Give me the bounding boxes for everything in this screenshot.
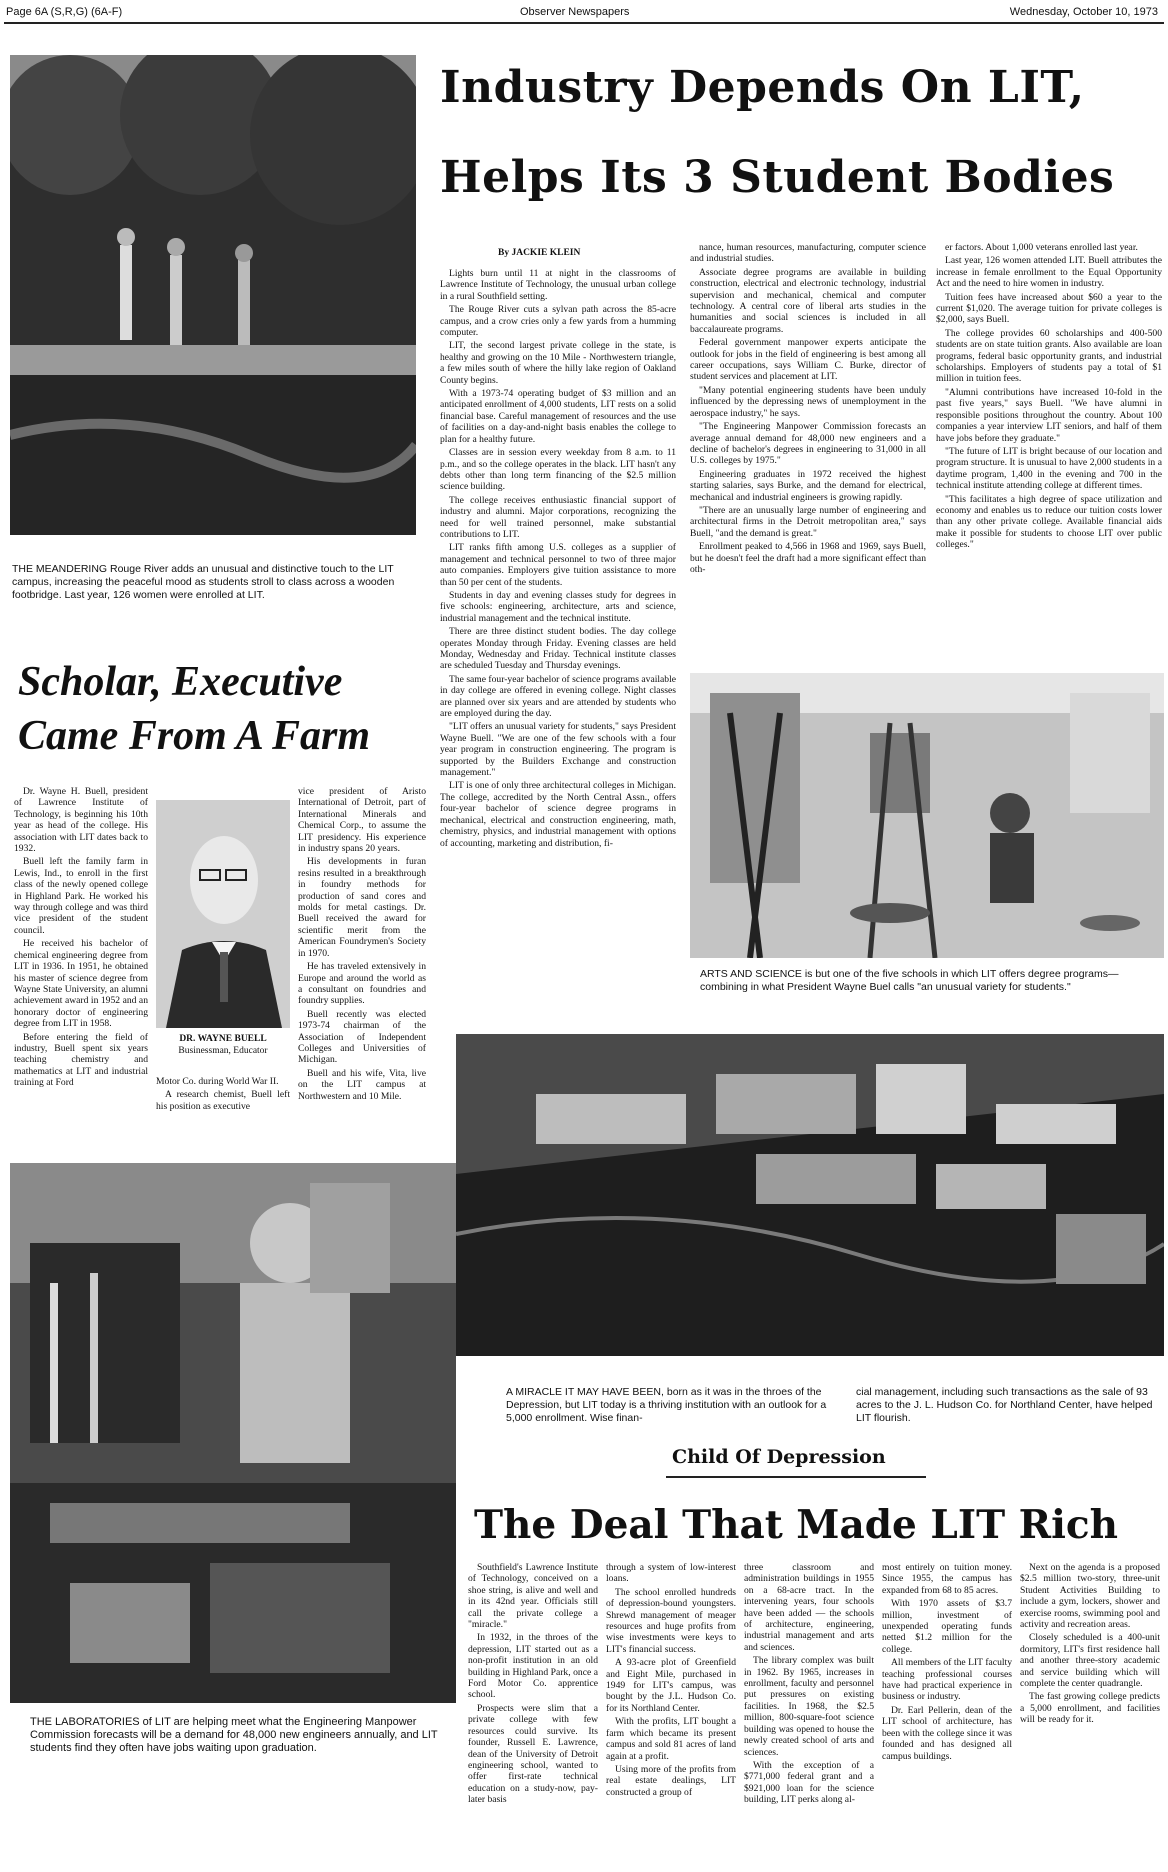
deal-col5 <box>1020 1562 1160 1868</box>
scholar-headline-line1: Scholar, Executive <box>18 659 343 705</box>
scholar-col3 <box>298 786 426 1116</box>
aerial-caption-left: A MIRACLE IT MAY HAVE BEEN, born as it was in the throes of the Depression, but LIT today is a thriving institution with an outlook for a 5,000 enrollment. Wise finan- <box>506 1386 827 1424</box>
arts-photo-caption: ARTS AND SCIENCE is but one of the five schools in which LIT offers degree programs—combining in what President Wayne Buel calls "an unusual variety for students." <box>700 968 1119 993</box>
paragraph: With a 1973-74 operating budget of $3 million and an anticipated enrollment of 4,000 students, LIT rests on a solid financial base. Careful management of resources and the use of facilities on a day-and-night basis enables the college to plan for a healthy future. <box>440 388 676 445</box>
portrait-name: DR. WAYNE BUELL <box>179 1034 267 1044</box>
paragraph: Dr. Wayne H. Buell, president of Lawrence Institute of Technology, is beginning his 10th year as head of the college. His association with LIT dates back to 1932. <box>14 786 148 855</box>
paragraph: With the profits, LIT bought a farm which became its present campus and sold 81 acres of land again at a profit. <box>606 1716 736 1762</box>
paragraph: through a system of low-interest loans. <box>606 1562 736 1585</box>
paragraph: Next on the agenda is a proposed $2.5 million two-story, three-unit Student Activities Building to include a gym, lockers, shower and exercise rooms, swimming pool and activity and recreation areas. <box>1020 1562 1160 1631</box>
paragraph: "This facilitates a high degree of space utilization and economy and enables us to reduce our tuition costs lower than any other private college. Available financial aids make it possible for students to choose LIT over public colleges." <box>936 493 1162 551</box>
deal-col2 <box>606 1562 736 1868</box>
paragraph: His developments in furan resins resulted in a breakthrough in foundry methods for production of sand cores and molds for metal castings. Dr. Buell received the award for scientific merit from the American Foundrymen's Society in 1970. <box>298 856 426 959</box>
paragraph: The fast growing college predicts a 5,000 enrollment, and facilities will be ready for it. <box>1020 1691 1160 1726</box>
paragraph: "There are an unusually large number of engineering and architectural firms in the Detroit metropolitan area," says Buell, "and the demand is great." <box>690 504 926 539</box>
paragraph: "The future of LIT is bright because of our location and program structure. It is unusual to have 2,000 students in a daytime program, 1,400 in the evening and 700 in the technical institute attending college at different times. <box>936 445 1162 492</box>
paragraph: er factors. About 1,000 veterans enrolled last year. <box>945 242 1138 253</box>
paragraph: All members of the LIT faculty teaching professional courses have had practical experience in business or industry. <box>882 1657 1012 1703</box>
arts-photo <box>690 673 1164 958</box>
paragraph: Lights burn until 11 at night in the classrooms of Lawrence Institute of Technology, the unusual urban college in a rural Southfield setting. <box>440 268 676 302</box>
lab-photo-caption: THE LABORATORIES of LIT are helping meet what the Engineering Manpower Commission forecasts will be a demand for 48,000 new engineers annually, and LIT students find they often have jobs waiting upon graduation. <box>30 1716 438 1754</box>
paragraph: LIT, the second largest private college in the state, is healthy and growing on the 10 Mile - Northwestern triangle, a few miles south of where the hilly lake region of Oakland County begins. <box>440 340 676 386</box>
paragraph: "Many potential engineering students have been unduly influenced by the depressing news of unemployment in the aerospace industry," he says. <box>690 384 926 419</box>
main-byline: By JACKIE KLEIN <box>498 248 581 258</box>
paragraph: Southfield's Lawrence Institute of Technology, conceived on a shoe string, is alive and well and in its 42nd year. Officials still call the private college a "miracle." <box>468 1562 598 1631</box>
paragraph: Students in day and evening classes study for degrees in five schools: engineering, architecture, arts and science, industrial management and the technical institute. <box>440 589 676 624</box>
paragraph: Using more of the profits from real estate dealings, LIT constructed a group of <box>606 1763 736 1798</box>
paragraph: Federal government manpower experts anticipate the outlook for jobs in the field of engineering is best among all career occupations, says William C. Burke, director of student services and placement at LIT. <box>690 337 926 383</box>
paragraph: The college receives enthusiastic financial support of industry and alumni. Major corporations, recognizing the need for well trained personnel, make substantial contributions to LIT. <box>440 494 676 540</box>
paragraph: "LIT offers an unusual variety for students," says President Wayne Buell. "We are one of the few schools with a four year program in construction engineering. The program is supported by the Builders Exchange and construction management." <box>440 721 676 779</box>
paragraph: LIT is one of only three architectural colleges in Michigan. The college, accredited by the North Central Assn., offers four-year bachelor of science degree programs in mechanical, electrical and construction engineering, math, chemistry, physics, and industrial management with options of accounting, marketing and distribution, fi- <box>440 780 676 849</box>
paragraph: The same four-year bachelor of science programs available in day college are offered in evening college. Night classes are planned over six years and are attended by students who are employed during the day. <box>440 673 676 720</box>
paragraph: "The Engineering Manpower Commission forecasts an average annual demand for 48,000 new engineers and a decline of bachelor's degrees in engineering to 31,000 in all U.S. colleges by 1975." <box>690 421 926 467</box>
paragraph: He has traveled extensively in Europe and around the world as a consultant on foundries and foundry supplies. <box>298 961 426 1007</box>
deal-headline: The Deal That Made LIT Rich <box>474 1502 1118 1548</box>
page-number: Page 6A (S,R,G) (6A-F) <box>6 6 123 18</box>
deal-kicker: Child Of Depression <box>672 1446 886 1468</box>
river-photo-caption: THE MEANDERING Rouge River adds an unusual and distinctive touch to the LIT campus, increasing the peaceful mood as students stroll to class across a wooden footbridge. Last year, 126 women were enrolled at LIT. <box>12 563 395 601</box>
paragraph: In 1932, in the throes of the depression, LIT started out as a non-profit institution in an old building in Highland Park, once a Ford Motor Co. apprentice school. <box>468 1632 598 1701</box>
paragraph: The Rouge River cuts a sylvan path across the 85-acre campus, and a crow cries only a few yards from a humming computer. <box>440 304 676 339</box>
scholar-col1 <box>14 786 148 1116</box>
paragraph: Enrollment peaked to 4,566 in 1968 and 1969, says Buell, but he doesn't feel the draft had a more significant effect than oth- <box>690 541 926 575</box>
paragraph: Closely scheduled is a 400-unit dormitory, LIT's first residence hall and another three-story academic and service building which will complete the center quadrangle. <box>1020 1632 1160 1690</box>
issue-date: Wednesday, October 10, 1973 <box>1009 6 1158 18</box>
paragraph: The college provides 60 scholarships and 400-500 students are on state tuition grants. Also available are loan programs, federal basic opportunity grants, and industrial scholarships. Employers of students pay a total of $1 million in tuition fees. <box>936 327 1162 385</box>
deal-col3 <box>744 1562 874 1868</box>
portrait-title: Businessman, Educator <box>178 1046 268 1056</box>
paragraph: He received his bachelor of chemical engineering degree from LIT in 1936. In 1951, he obtained his master of science degree from Wayne State University, an alumni achievement award in 1952 and an honorary doctor of engineering degree from LIT in 1958. <box>14 938 148 1030</box>
scholar-headline-line2: Came From A Farm <box>18 713 371 759</box>
paragraph: A 93-acre plot of Greenfield and Eight Mile, purchased in 1949 for LIT's campus, was bought by the J.L. Hudson Co. for its Northland Center. <box>606 1657 736 1714</box>
paragraph: most entirely on tuition money. Since 1955, the campus has expanded from 68 to 85 acres. <box>882 1562 1012 1596</box>
paragraph: vice president of Aristo International of Detroit, part of International Minerals and Chemical Corp., to assume the LIT presidency. His experience in industry spans 20 years. <box>298 786 426 855</box>
header-rule <box>4 22 1164 24</box>
paragraph: Motor Co. during World War II. <box>156 1076 279 1087</box>
aerial-caption-right: cial management, including such transactions as the sale of 93 acres to the J. L. Hudson Co. for Northland Center, have helped LIT flourish. <box>856 1386 1153 1424</box>
main-headline-line2: Helps Its 3 Student Bodies <box>440 152 1115 203</box>
lab-photo <box>10 1163 456 1703</box>
paragraph: Before entering the field of industry, Buell spent six years teaching chemistry and mathematics at LIT and industrial training at Ford <box>14 1031 148 1089</box>
paragraph: Engineering graduates in 1972 received the highest starting salaries, says Burke, and the demand for electrical, mechanical and industrial engineers is growing rapidly. <box>690 468 926 503</box>
paragraph: LIT ranks fifth among U.S. colleges as a supplier of management and technical personnel to two of three major auto companies. Employers give tuition assistance to more than 50 per cent of the students. <box>440 542 676 588</box>
main-story-col1 <box>440 268 676 1010</box>
main-story-col3 <box>936 242 1162 667</box>
paragraph: Last year, 126 women attended LIT. Buell attributes the increase in female enrollment to the Equal Opportunity Act and the need to hire women in industry. <box>936 255 1162 290</box>
paragraph: With the exception of a $771,000 federal grant and a $921,000 loan for the science building, LIT perks along al- <box>744 1759 874 1806</box>
main-headline-line1: Industry Depends On LIT, <box>440 62 1085 113</box>
paragraph: Buell and his wife, Vita, live on the LIT campus at Northwestern and 10 Mile. <box>298 1067 426 1102</box>
kicker-rule <box>666 1476 926 1478</box>
aerial-photo <box>456 1034 1164 1356</box>
paragraph: Prospects were slim that a private college with few resources could survive. Its founder, Russell E. Lawrence, dean of the University of Detroit engineering school, wanted to offer first-rate technical education on a study-now, pay-later basis <box>468 1702 598 1806</box>
paragraph: nance, human resources, manufacturing, computer science and industrial studies. <box>690 242 926 265</box>
paragraph: three classroom and administration buildings in 1955 on a 68-acre tract. In the intervening years, four schools have been added — the schools of architecture, engineering, industrial management and arts and sciences. <box>744 1562 874 1653</box>
deal-col4 <box>882 1562 1012 1868</box>
paragraph: Dr. Earl Pellerin, dean of the LIT school of architecture, has been with the college since it was founded and has designed all campus buildings. <box>882 1704 1012 1762</box>
paragraph: With 1970 assets of $3.7 million, investment of unexpended operating funds netted $1.2 million for the college. <box>882 1598 1012 1655</box>
paragraph: Buell recently was elected 1973-74 chairman of the Association of Independent Colleges and Universities of Michigan. <box>298 1008 426 1066</box>
paragraph: There are three distinct student bodies. The day college operates Monday through Friday. Evening classes are held Monday, Wednesday and Friday. Technical institute classes are scheduled Tuesday and Thursday evenings. <box>440 626 676 672</box>
deal-col1 <box>468 1562 598 1868</box>
paragraph: A research chemist, Buell left his position as executive <box>156 1089 290 1112</box>
paragraph: Buell left the family farm in Lewis, Ind., to enroll in the first class of the newly opened college in Highland Park. He worked his way through college and was third vice president of the student council. <box>14 856 148 936</box>
paragraph: Associate degree programs are available in building construction, electrical and electronic technology, industrial supervision and mechanical, chemical and computer technology. A central core of liberal arts studies in the humanities and social sciences is included in all baccalaureate programs. <box>690 266 926 335</box>
scholar-col2 <box>156 1076 290 1120</box>
paragraph: The library complex was built in 1962. By 1965, increases in enrollment, faculty and personnel put pressures on existing facilities. In 1968, the $2.5 million, 800-square-foot science building was opened to house the newly created school of arts and sciences. <box>744 1655 874 1758</box>
newspaper-name: Observer Newspapers <box>520 6 630 18</box>
river-photo <box>10 55 416 535</box>
buell-portrait <box>156 800 290 1028</box>
paragraph: The school enrolled hundreds of depression-bound youngsters. Shrewd management of meager resources and huge profits from wise investments were keys to LIT's financial success. <box>606 1586 736 1655</box>
paragraph: Classes are in session every weekday from 8 a.m. to 11 p.m., and so the college operates in the black. LIT hasn't any debts other than long term financing of the $2.5 million science building. <box>440 447 676 493</box>
paragraph: "Alumni contributions have increased 10-fold in the past five years," says Buell. "We have alumni in responsible positions throughout the country. About 100 companies a year interview LIT seniors, and half of them have jobs before they graduate." <box>936 386 1162 444</box>
paragraph: Tuition fees have increased about $60 a year to the current $1,020. The average tuition for private colleges is $2,000, says Buell. <box>936 291 1162 326</box>
main-story-col2 <box>690 242 926 667</box>
